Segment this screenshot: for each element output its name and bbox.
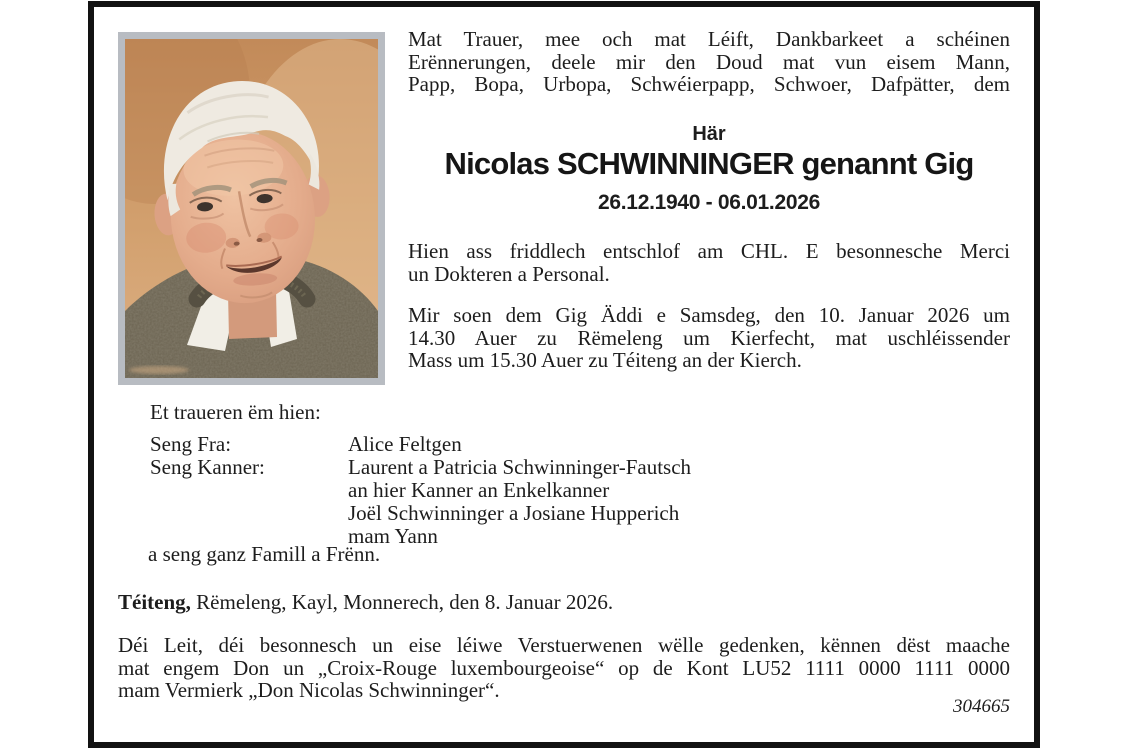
text-line: Hien ass friddlech entschlof am CHL. E besonnesche Merci	[408, 239, 1010, 263]
dateline-town: Téiteng,	[118, 590, 191, 614]
text-line: Alice Feltgen	[348, 432, 462, 456]
life-dates: 26.12.1940 - 06.01.2026	[598, 191, 820, 214]
death-notice-paragraph	[408, 240, 1010, 285]
donation-paragraph	[118, 634, 1010, 702]
text-line: 14.30 Auer zu Rëmeleng um Kierfecht, mat uschléissender	[408, 325, 1010, 350]
salutation: Här	[692, 123, 726, 145]
relation-names	[348, 456, 691, 548]
text-line: Erënnerungen, deele mir den Doud mat vun eisem Mann,	[408, 49, 1010, 74]
text-line: Papp, Bopa, Urbopa, Schwéierpapp, Schwoer, Dafpätter, dem	[408, 72, 1010, 96]
dateline	[118, 591, 613, 614]
text-line: Joël Schwinninger a Josiane Hupperich	[348, 501, 680, 525]
text-line: mam Yann	[348, 524, 438, 548]
memorial-card	[88, 1, 1040, 748]
relation-names	[348, 433, 462, 456]
text-line: Laurent a Patricia Schwinninger-Fautsch	[348, 455, 692, 479]
family-closing: a seng ganz Famill a Frënn.	[148, 542, 381, 566]
text-line: an hier Kanner an Enkelkanner	[348, 478, 610, 502]
text-line: Déi Leit, déi besonnesch un eise léiwe Verstuerwenen wëlle gedenken, kënnen dëst maache	[118, 633, 1010, 657]
intro-paragraph	[408, 28, 1010, 96]
portrait-photo	[125, 39, 378, 378]
text-line: un Dokteren a Personal.	[408, 261, 610, 286]
text-line: Mir soen dem Gig Äddi e Samsdeg, den 10. Januar 2026 um	[408, 303, 1010, 327]
watermark-smudge	[129, 366, 189, 374]
text-line: Mat Trauer, mee och mat Léift, Dankbarkeet a schéinen	[408, 27, 1010, 51]
funeral-notice-paragraph	[408, 304, 1010, 372]
text-line: Mass um 15.30 Auer zu Téiteng an der Kierch.	[408, 348, 802, 372]
dateline-rest: Rëmeleng, Kayl, Monnerech, den 8. Januar 2026.	[190, 590, 614, 614]
relation-label: Seng Fra:	[150, 432, 232, 456]
text-line: mat engem Don un „Croix-Rouge luxembourgeoise“ op de Kont LU52 1111 0000 1111 0000	[118, 655, 1010, 680]
mourner-row	[150, 433, 691, 456]
mourners-list	[150, 433, 691, 548]
deceased-name: Nicolas SCHWINNINGER genannt Gig	[444, 146, 974, 181]
portrait-frame	[118, 32, 385, 385]
relation-label: Seng Kanner:	[150, 455, 265, 479]
mourners-heading: Et traueren ëm hien:	[150, 400, 321, 424]
mourner-row	[150, 456, 691, 548]
reference-number: 304665	[953, 696, 1010, 717]
text-line: mam Vermierk „Don Nicolas Schwinninger“.	[118, 678, 500, 702]
